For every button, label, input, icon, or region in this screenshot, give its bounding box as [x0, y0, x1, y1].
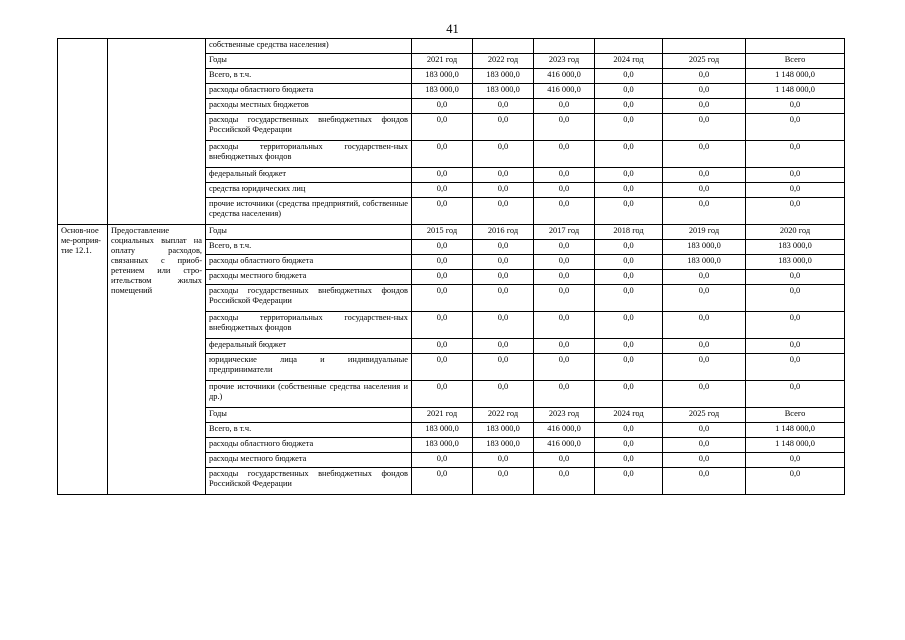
value-cell: 0,0 [534, 270, 595, 285]
value-cell: 0,0 [473, 183, 534, 198]
value-cell: 0,0 [746, 141, 845, 168]
value-cell: 0,0 [412, 114, 473, 141]
row-label: Всего, в т.ч. [206, 240, 412, 255]
row-label: расходы государственных внебюджетных фондов Российской Федерации [206, 114, 412, 141]
value-cell: 0,0 [746, 183, 845, 198]
value-cell: 0,0 [473, 339, 534, 354]
value-cell: 183 000,0 [412, 438, 473, 453]
value-cell: 0,0 [595, 312, 663, 339]
value-cell: 0,0 [534, 240, 595, 255]
activity-name-cell-empty [58, 39, 108, 225]
value-cell: 416 000,0 [534, 438, 595, 453]
value-cell: 0,0 [412, 198, 473, 225]
value-cell: 0,0 [473, 198, 534, 225]
value-cell: 0,0 [663, 381, 746, 408]
value-cell: 0,0 [595, 198, 663, 225]
value-cell: 0,0 [412, 183, 473, 198]
value-cell: 1 148 000,0 [746, 438, 845, 453]
value-cell: 0,0 [595, 285, 663, 312]
value-cell: 0,0 [473, 453, 534, 468]
value-cell: 0,0 [746, 381, 845, 408]
value-cell: 0,0 [746, 198, 845, 225]
value-cell: 0,0 [473, 255, 534, 270]
row-label: Всего, в т.ч. [206, 423, 412, 438]
value-cell: 416 000,0 [534, 69, 595, 84]
value-cell: 0,0 [473, 381, 534, 408]
value-cell: 0,0 [595, 141, 663, 168]
row-label: прочие источники (собственные средства населения и др.) [206, 381, 412, 408]
value-cell: 0,0 [595, 468, 663, 495]
value-cell: 0,0 [473, 114, 534, 141]
value-cell: 0,0 [663, 354, 746, 381]
value-cell: 183 000,0 [663, 240, 746, 255]
value-cell: 0,0 [595, 438, 663, 453]
row-label: расходы местных бюджетов [206, 99, 412, 114]
value-cell: 2022 год [473, 408, 534, 423]
value-cell: 0,0 [663, 468, 746, 495]
value-cell: 0,0 [746, 339, 845, 354]
value-cell: 2016 год [473, 225, 534, 240]
value-cell: Всего [746, 54, 845, 69]
row-label: расходы местного бюджета [206, 270, 412, 285]
row-label: Годы [206, 54, 412, 69]
value-cell: 0,0 [534, 114, 595, 141]
row-label: расходы областного бюджета [206, 255, 412, 270]
value-cell: 2021 год [412, 54, 473, 69]
value-cell: 0,0 [746, 354, 845, 381]
value-cell: 0,0 [595, 423, 663, 438]
row-label: расходы государственных внебюджетных фондов Российской Федерации [206, 468, 412, 495]
value-cell: 0,0 [473, 270, 534, 285]
value-cell: 0,0 [595, 354, 663, 381]
value-cell: 0,0 [595, 168, 663, 183]
value-cell: 2025 год [663, 408, 746, 423]
value-cell: 0,0 [595, 453, 663, 468]
row-label: расходы территориальных государствен-ных внебюджетных фондов [206, 312, 412, 339]
value-cell: Всего [746, 408, 845, 423]
value-cell: 0,0 [663, 168, 746, 183]
value-cell: 0,0 [534, 198, 595, 225]
activity-description: Предоставление социальных выплат на оплату расходов, связанных с приоб-ретением или стро-ительством жилых помещений [108, 225, 206, 495]
value-cell: 0,0 [746, 114, 845, 141]
value-cell: 2025 год [663, 54, 746, 69]
value-cell: 0,0 [412, 312, 473, 339]
value-cell: 0,0 [595, 240, 663, 255]
value-cell: 0,0 [663, 99, 746, 114]
row-label: расходы государственных внебюджетных фондов Российской Федерации [206, 285, 412, 312]
value-cell: 0,0 [595, 99, 663, 114]
value-cell: 0,0 [473, 168, 534, 183]
row-label: расходы областного бюджета [206, 438, 412, 453]
value-cell: 2023 год [534, 54, 595, 69]
value-cell: 0,0 [412, 381, 473, 408]
value-cell: 0,0 [534, 183, 595, 198]
value-cell: 183 000,0 [412, 423, 473, 438]
row-label: расходы территориальных государствен-ных внебюджетных фондов [206, 141, 412, 168]
value-cell: 0,0 [412, 99, 473, 114]
value-cell: 183 000,0 [746, 240, 845, 255]
value-cell: 0,0 [534, 168, 595, 183]
value-cell: 0,0 [663, 270, 746, 285]
value-cell: 0,0 [595, 255, 663, 270]
value-cell: 0,0 [534, 468, 595, 495]
value-cell: 2024 год [595, 408, 663, 423]
value-cell: 0,0 [595, 114, 663, 141]
value-cell: 0,0 [595, 270, 663, 285]
value-cell: 0,0 [595, 339, 663, 354]
value-cell: 0,0 [595, 84, 663, 99]
value-cell: 0,0 [412, 285, 473, 312]
value-cell: 2022 год [473, 54, 534, 69]
value-cell: 1 148 000,0 [746, 423, 845, 438]
value-cell: 183 000,0 [746, 255, 845, 270]
value-cell: 0,0 [746, 468, 845, 495]
value-cell: 2021 год [412, 408, 473, 423]
value-cell: 0,0 [473, 285, 534, 312]
value-cell: 0,0 [534, 339, 595, 354]
value-cell: 2015 год [412, 225, 473, 240]
value-cell: 0,0 [534, 453, 595, 468]
value-cell: 0,0 [412, 453, 473, 468]
value-cell: 0,0 [412, 240, 473, 255]
table-row [58, 39, 845, 54]
page-number: 41 [446, 22, 459, 36]
row-label: Годы [206, 408, 412, 423]
value-cell: 0,0 [595, 69, 663, 84]
value-cell: 0,0 [412, 255, 473, 270]
row-label: Всего, в т.ч. [206, 69, 412, 84]
value-cell: 0,0 [412, 141, 473, 168]
value-cell: 0,0 [534, 381, 595, 408]
row-label: Годы [206, 225, 412, 240]
row-label: прочие источники (средства предприятий, собственные средства населения) [206, 198, 412, 225]
value-cell: 0,0 [473, 99, 534, 114]
value-cell: 1 148 000,0 [746, 84, 845, 99]
value-cell: 0,0 [534, 285, 595, 312]
value-cell: 0,0 [412, 339, 473, 354]
value-cell: 0,0 [534, 255, 595, 270]
funding-table [57, 38, 845, 495]
value-cell: 0,0 [663, 183, 746, 198]
value-cell: 0,0 [534, 99, 595, 114]
value-cell: 0,0 [473, 240, 534, 255]
value-cell: 0,0 [746, 453, 845, 468]
value-cell: 2024 год [595, 54, 663, 69]
value-cell: 0,0 [473, 312, 534, 339]
value-cell: 0,0 [412, 270, 473, 285]
value-cell: 183 000,0 [473, 69, 534, 84]
value-cell: 2019 год [663, 225, 746, 240]
value-cell: 416 000,0 [534, 423, 595, 438]
value-cell: 0,0 [663, 438, 746, 453]
value-cell: 0,0 [663, 453, 746, 468]
value-cell: 0,0 [595, 183, 663, 198]
value-cell: 2017 год [534, 225, 595, 240]
value-cell: 0,0 [663, 285, 746, 312]
value-cell: 1 148 000,0 [746, 69, 845, 84]
value-cell: 0,0 [663, 141, 746, 168]
value-cell: 0,0 [746, 312, 845, 339]
value-cell: 0,0 [663, 198, 746, 225]
row-label: федеральный бюджет [206, 339, 412, 354]
value-cell: 2020 год [746, 225, 845, 240]
value-cell: 0,0 [746, 285, 845, 312]
activity-description-cell-empty [108, 39, 206, 225]
activity-name: Основ-ное ме-роприя-тие 12.1. [58, 225, 108, 495]
value-cell: 416 000,0 [534, 84, 595, 99]
value-cell: 183 000,0 [473, 438, 534, 453]
value-cell: 183 000,0 [473, 423, 534, 438]
table-row [58, 225, 845, 240]
row-label: собственные средства населения) [206, 39, 412, 54]
value-cell: 0,0 [534, 312, 595, 339]
row-label: федеральный бюджет [206, 168, 412, 183]
value-cell: 0,0 [663, 423, 746, 438]
value-cell: 0,0 [663, 84, 746, 99]
value-cell: 0,0 [663, 339, 746, 354]
value-cell: 0,0 [473, 354, 534, 381]
row-label: расходы местного бюджета [206, 453, 412, 468]
value-cell: 0,0 [412, 468, 473, 495]
value-cell: 0,0 [412, 168, 473, 183]
value-cell: 183 000,0 [473, 84, 534, 99]
value-cell: 2018 год [595, 225, 663, 240]
value-cell: 2023 год [534, 408, 595, 423]
row-label: юридические лица и индивидуальные предприниматели [206, 354, 412, 381]
value-cell: 0,0 [473, 468, 534, 495]
value-cell: 0,0 [534, 141, 595, 168]
value-cell: 0,0 [663, 312, 746, 339]
value-cell: 0,0 [746, 168, 845, 183]
row-label: расходы областного бюджета [206, 84, 412, 99]
row-label: средства юридических лиц [206, 183, 412, 198]
value-cell: 0,0 [473, 141, 534, 168]
value-cell: 0,0 [746, 99, 845, 114]
value-cell: 183 000,0 [663, 255, 746, 270]
value-cell: 183 000,0 [412, 84, 473, 99]
value-cell: 0,0 [595, 381, 663, 408]
value-cell: 0,0 [746, 270, 845, 285]
value-cell: 0,0 [534, 354, 595, 381]
value-cell: 183 000,0 [412, 69, 473, 84]
value-cell: 0,0 [663, 69, 746, 84]
value-cell: 0,0 [412, 354, 473, 381]
value-cell: 0,0 [663, 114, 746, 141]
